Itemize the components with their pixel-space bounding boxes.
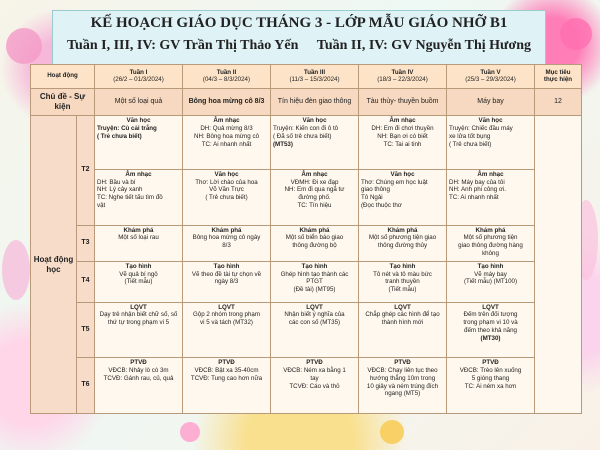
teacher-right: Tuần II, IV: GV Nguyễn Thị Hương xyxy=(316,38,531,53)
topic-cell: Máy bay xyxy=(447,88,535,116)
decorative-flower xyxy=(380,420,404,444)
day-label: T3 xyxy=(77,225,95,261)
activity-cell: PTVĐ VĐCB: Trèo lên xuống 5 gióng thang TC: Ai ném xa hơn xyxy=(447,358,535,414)
topic-label: Chủ đề - Sự kiện xyxy=(31,88,95,116)
day-label: T4 xyxy=(77,261,95,302)
goal-cell xyxy=(535,116,582,414)
decorative-flower xyxy=(560,18,592,50)
decorative-flower xyxy=(180,422,200,442)
page-title: KẾ HOẠCH GIÁO DỤC THÁNG 3 - LỚP MẪU GIÁO NHỠ B1 xyxy=(90,15,508,31)
topic-cell: Tín hiệu đèn giao thông xyxy=(271,88,359,116)
topic-cell: Tàu thủy- thuyền buồm xyxy=(359,88,447,116)
table-row xyxy=(31,302,582,358)
activity-cell: Khám phá Một số phương tiện giao thông đường thủy xyxy=(359,225,447,261)
week-header: Tuần II (04/3 – 8/3/2024) xyxy=(183,65,271,89)
plan-table xyxy=(30,64,582,414)
table-row xyxy=(31,358,582,414)
activity-cell: Tạo hình Vẽ theo đề tài tự chọn về ngày 8/3 xyxy=(183,261,271,302)
activity-cell: Văn học Thơ: Lời chào của hoa Võ Văn Trực ( Trẻ chưa biết) xyxy=(183,169,271,225)
activity-cell: Tạo hình Tô nét và tô màu bức tranh thuyền (Tiết mẫu) xyxy=(359,261,447,302)
topic-row xyxy=(31,88,582,116)
table-row xyxy=(31,225,582,261)
day-label: T6 xyxy=(77,358,95,414)
activity-cell: Âm nhạc DH: Em đi chơi thuyền NH: Bạn ơi có biết TC: Tai ai tinh xyxy=(359,116,447,170)
activity-cell: Khám phá Một số biển báo giao thông đường bộ xyxy=(271,225,359,261)
day-label: T2 xyxy=(77,116,95,225)
table-row xyxy=(31,261,582,302)
week-header: Tuần IV (18/3 – 22/3/2024) xyxy=(359,65,447,89)
activity-cell: LQVT Nhận biết ý nghĩa của các con số (MT35) xyxy=(271,302,359,358)
activity-cell: Văn học Truyện: Củ cải trắng ( Trẻ chưa biết) xyxy=(95,116,183,170)
activity-cell: PTVĐ VĐCB: Nhảy lò cò 3m TCVĐ: Gánh rau, củ, quả xyxy=(95,358,183,414)
activity-cell: Khám phá Một số loại rau xyxy=(95,225,183,261)
goal-number: 12 xyxy=(535,88,582,116)
activity-cell: PTVĐ VĐCB: Bật xa 35-40cm TCVĐ: Tung cao hơn nữa xyxy=(183,358,271,414)
activity-cell: Văn học Truyện: Chiếc đầu máy xe lửa tốt bụng ( Trẻ chưa biết) xyxy=(447,116,535,170)
week-header: Tuần V (25/3 – 29/3/2024) xyxy=(447,65,535,89)
topic-cell: Bông hoa mừng cô 8/3 xyxy=(183,88,271,116)
activity-cell: Tạo hình Vẽ quả bí ngô (Tiết mẫu) xyxy=(95,261,183,302)
activity-cell: Khám phá Một số phương tiện giao thông đường hàng không xyxy=(447,225,535,261)
activity-cell: LQVT Gộp 2 nhóm trong phạm vi 5 và tách (MT32) xyxy=(183,302,271,358)
activity-cell: Âm nhạc DH: Quả mừng 8/3 NH: Bông hoa mừng cô TC: Ai nhanh nhất xyxy=(183,116,271,170)
topic-cell: Một số loại quả xyxy=(95,88,183,116)
activity-cell: Tạo hình Ghép hình tạo thành các PTGT (Đề tài) (MT95) xyxy=(271,261,359,302)
main-activity-label: Hoạt động học xyxy=(31,116,77,414)
activity-cell: Âm nhạc VĐMH: Đi xe đạp NH: Em đi qua ngã tư đường phố. TC: Tín hiệu xyxy=(271,169,359,225)
col-goal: Mục tiêu thực hiện xyxy=(535,65,582,89)
activity-cell: Văn học Truyện: Kiến con đi ô tô ( Đã số trẻ chưa biết) (MT53) xyxy=(271,116,359,170)
teachers-line xyxy=(53,38,545,54)
title-box xyxy=(52,10,546,66)
week-header: Tuần I (26/2 – 01/3/2024) xyxy=(95,65,183,89)
activity-cell: PTVĐ VĐCB: Chạy liên tục theo hướng thẳng 10m trong 10 giây và ném trúng đích ngang (MT5) xyxy=(359,358,447,414)
col-activity: Hoạt động xyxy=(31,65,95,89)
activity-cell: LQVT Đếm trên đối tượng trong phạm vi 10 và đếm theo khả năng (MT30) xyxy=(447,302,535,358)
table-row xyxy=(31,169,582,225)
activity-cell: Âm nhạc DH: Máy bay của tôi NH: Anh phi công ơi. TC: Ai nhanh nhất xyxy=(447,169,535,225)
header-row xyxy=(31,65,582,89)
activity-cell: LQVT Chắp ghép các hình để tạo thành hình mới xyxy=(359,302,447,358)
teacher-left: Tuần I, III, IV: GV Trần Thị Thảo Yến xyxy=(67,38,299,53)
activity-cell: Âm nhạc DH: Bầu và bí NH: Lý cây xanh TC: Nghe tiết tấu tìm đồ vật xyxy=(95,169,183,225)
decorative-flower xyxy=(2,240,30,300)
week-header: Tuần III (11/3 – 15/3/2024) xyxy=(271,65,359,89)
table-row xyxy=(31,116,582,170)
activity-cell: PTVĐ VĐCB: Ném xa bằng 1 tay TCVĐ: Cáo và thỏ xyxy=(271,358,359,414)
activity-cell: Khám phá Bông hoa mừng cô ngày 8/3 xyxy=(183,225,271,261)
decorative-flower xyxy=(6,28,42,64)
activity-cell: Tạo hình Vẽ máy bay (Tiết mẫu) (MT100) xyxy=(447,261,535,302)
activity-cell: LQVT Dạy trẻ nhận biết chữ số, số thứ tự trong phạm vi 5 xyxy=(95,302,183,358)
day-label: T5 xyxy=(77,302,95,358)
activity-cell: Văn học Thơ: Chúng em học luật giao thông Tô Ngải (Đọc thuộc thơ xyxy=(359,169,447,225)
